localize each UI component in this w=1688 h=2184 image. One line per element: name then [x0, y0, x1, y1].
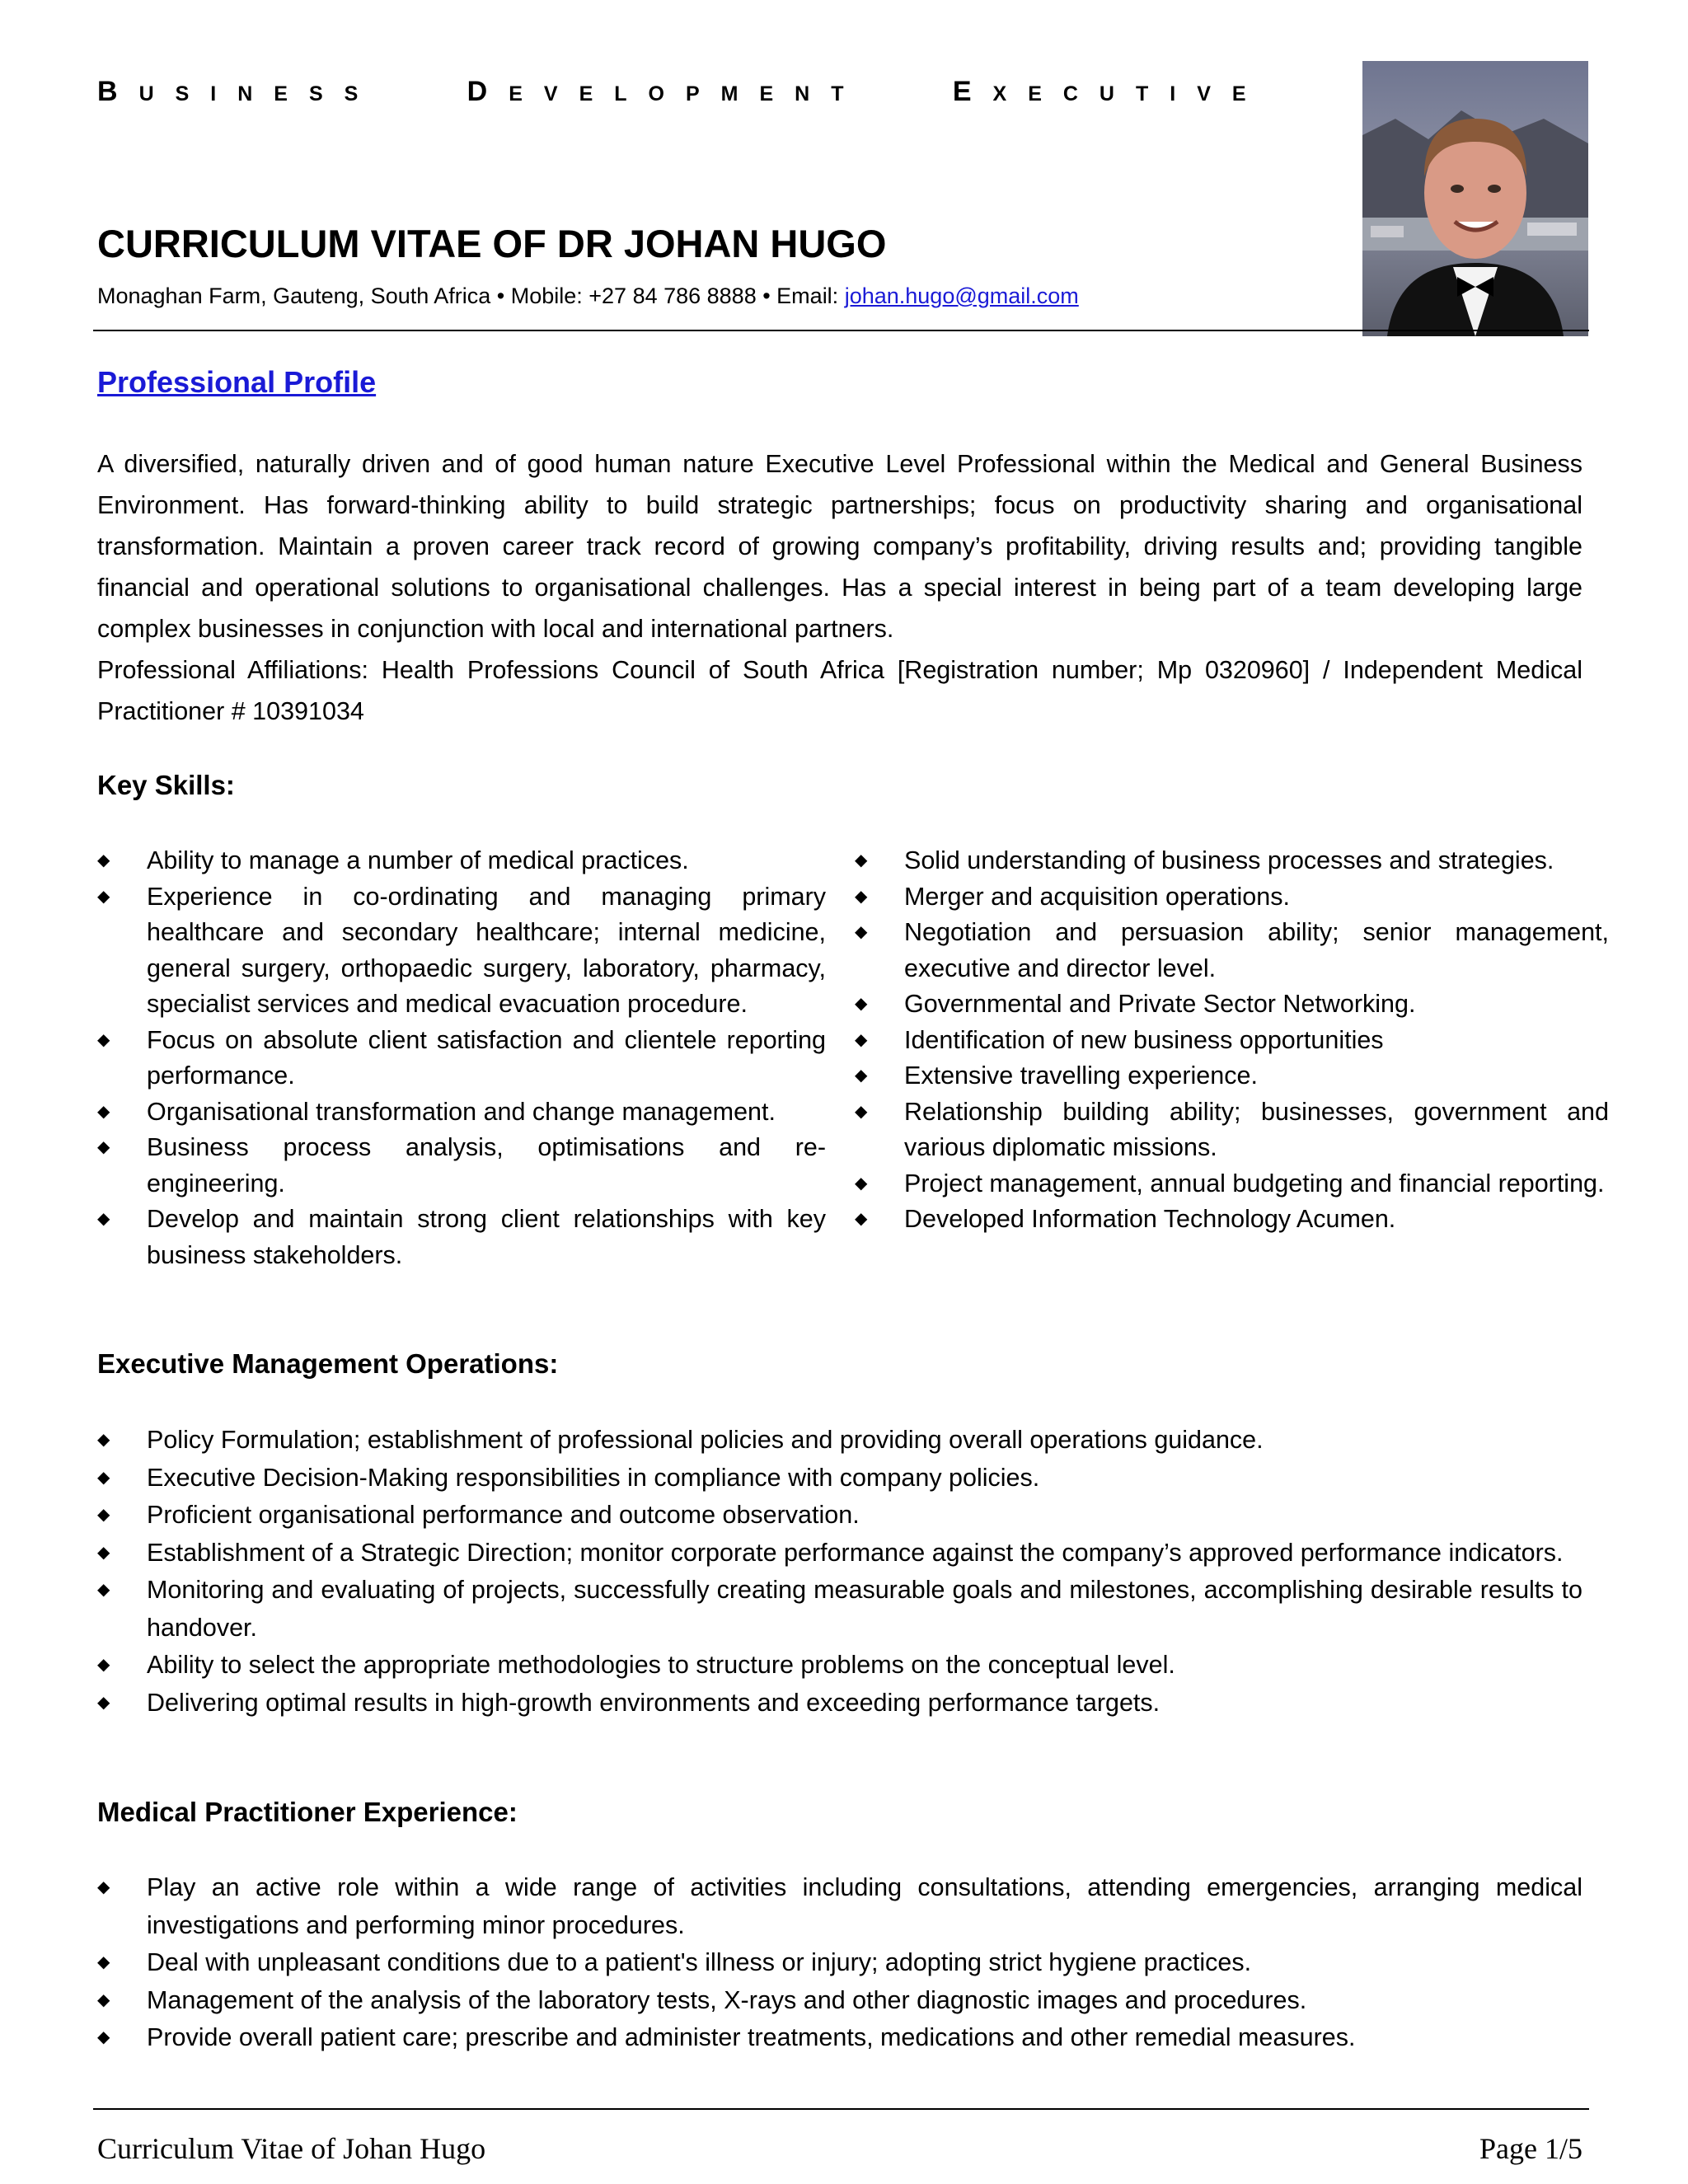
list-item: ◆ Play an active role within a wide range of activities including consultations, attending emergencies, arranging medical investigations and performing minor procedures. [97, 1869, 1582, 1944]
profile-summary: A diversified, naturally driven and of good human nature Executive Level Professional within the Medical and General Business Environment. Has forward-thinking ability to build strategic partnerships; focus on productivity sharing and organisational transformation. Maintain a proven career track record of growing company’s profitability, driving results and; providing tangible financial and operational solutions to organisational challenges. Has a special interest in being part of a team developing large complex businesses in conjunction with local and international partners. [97, 450, 1582, 643]
email-link[interactable]: johan.hugo@gmail.com [844, 284, 1079, 308]
cv-title: CURRICULUM VITAE OF DR JOHAN HUGO [97, 222, 887, 265]
exec-ops-heading: Executive Management Operations: [97, 1348, 559, 1379]
contact-line [97, 284, 1079, 309]
list-item: ◆ Provide overall patient care; prescribe and administer treatments, medications and other remedial measures. [97, 2019, 1582, 2057]
professional-profile-heading[interactable]: Professional Profile [97, 365, 377, 399]
list-item: ◆ Deal with unpleasant conditions due to a patient's illness or injury; adopting strict hygiene practices. [97, 1944, 1582, 1982]
list-item: ◆ Organisational transformation and change management. [97, 1094, 826, 1131]
bullet-icon: ◆ [97, 2028, 110, 2046]
job-title-header [97, 76, 1268, 108]
list-item: ◆ Solid understanding of business processes and strategies. [855, 843, 1609, 879]
list-item: ◆ Delivering optimal results in high-growth environments and exceeding performance targets. [97, 1685, 1582, 1722]
list-item: ◆ Develop and maintain strong client relationships with key business stakeholders. [97, 1202, 826, 1273]
bullet-icon: ◆ [97, 1990, 110, 2009]
bullet-icon: ◆ [97, 1693, 110, 1712]
medical-experience-heading: Medical Practitioner Experience: [97, 1797, 518, 1827]
list-item: ◆ Business process analysis, optimisations and re-engineering. [97, 1130, 826, 1202]
bullet-icon: ◆ [97, 887, 110, 906]
bullet-icon: ◆ [97, 1431, 110, 1449]
list-item: ◆ Ability to select the appropriate methodologies to structure problems on the conceptual level. [97, 1647, 1582, 1685]
bullet-icon: ◆ [97, 1102, 110, 1121]
bullet-icon: ◆ [855, 1066, 868, 1085]
bullet-icon: ◆ [97, 1138, 110, 1156]
list-item: ◆ Identification of new business opportunities [855, 1023, 1609, 1059]
list-item: ◆ Ability to manage a number of medical practices. [97, 843, 826, 879]
bullet-icon: ◆ [855, 887, 868, 906]
profile-photo [1362, 61, 1588, 336]
list-item: ◆ Extensive travelling experience. [855, 1058, 1609, 1094]
job-title-word-1: BUSINESS [97, 76, 380, 107]
key-skills-left-list [97, 843, 826, 1273]
job-title-word-3: EXECUTIVE [952, 76, 1268, 107]
list-item: ◆ Merger and acquisition operations. [855, 879, 1609, 916]
bullet-icon: ◆ [97, 1468, 110, 1487]
bullet-icon: ◆ [855, 1030, 868, 1049]
bullet-icon: ◆ [97, 1656, 110, 1674]
bullet-icon: ◆ [855, 1210, 868, 1228]
list-item: ◆ Developed Information Technology Acumen. [855, 1202, 1609, 1238]
list-item: ◆ Monitoring and evaluating of projects, successfully creating measurable goals and milestones, accomplishing desirable results to handover. [97, 1572, 1582, 1647]
medical-experience-list [97, 1869, 1582, 2057]
bullet-icon: ◆ [855, 1102, 868, 1121]
page-number: Page 1/5 [1479, 2132, 1582, 2165]
bullet-icon: ◆ [97, 1506, 110, 1524]
list-item: ◆ Experience in co-ordinating and managing primary healthcare and secondary healthcare; internal medicine, general surgery, orthopaedic surgery, laboratory, pharmacy, specialist services and medical evacuation procedure. [97, 879, 826, 1023]
job-title-word-2: DEVELOPMENT [467, 76, 865, 107]
list-item: ◆ Proficient organisational performance and outcome observation. [97, 1497, 1582, 1535]
bullet-icon: ◆ [855, 851, 868, 869]
list-item: ◆ Negotiation and persuasion ability; senior management, executive and director level. [855, 915, 1609, 987]
list-item: ◆ Project management, annual budgeting and financial reporting. [855, 1166, 1609, 1202]
bullet-icon: ◆ [97, 1953, 110, 1971]
bullet-icon: ◆ [97, 1581, 110, 1599]
list-item: ◆ Policy Formulation; establishment of professional policies and providing overall operations guidance. [97, 1422, 1582, 1460]
list-item: ◆ Governmental and Private Sector Networking. [855, 987, 1609, 1023]
key-skills-right-list [855, 843, 1609, 1238]
list-item: ◆ Relationship building ability; businesses, government and various diplomatic missions. [855, 1094, 1609, 1166]
bullet-icon: ◆ [855, 995, 868, 1013]
bullet-icon: ◆ [97, 1543, 110, 1562]
footer-document-title: Curriculum Vitae of Johan Hugo [97, 2132, 486, 2165]
contact-details: Monaghan Farm, Gauteng, South Africa • Mobile: +27 84 786 8888 • Email: [97, 284, 845, 308]
list-item: ◆ Executive Decision-Making responsibilities in compliance with company policies. [97, 1460, 1582, 1497]
bullet-icon: ◆ [97, 1210, 110, 1228]
bullet-icon: ◆ [97, 1878, 110, 1896]
bullet-icon: ◆ [855, 1174, 868, 1193]
header-divider [93, 330, 1589, 331]
profile-affiliations: Professional Affiliations: Health Professions Council of South Africa [Registration number; Mp 0320960] / Independent Medical Practitioner # 10391034 [97, 656, 1582, 725]
bullet-icon: ◆ [855, 923, 868, 941]
key-skills-heading: Key Skills: [97, 770, 235, 800]
list-item: ◆ Management of the analysis of the laboratory tests, X-rays and other diagnostic images and procedures. [97, 1982, 1582, 2020]
exec-ops-list [97, 1422, 1582, 1722]
footer-divider [93, 2108, 1589, 2110]
bullet-icon: ◆ [97, 851, 110, 869]
bullet-icon: ◆ [97, 1030, 110, 1049]
list-item: ◆ Focus on absolute client satisfaction and clientele reporting performance. [97, 1023, 826, 1094]
list-item: ◆ Establishment of a Strategic Direction; monitor corporate performance against the company’s approved performance indicators. [97, 1535, 1582, 1572]
